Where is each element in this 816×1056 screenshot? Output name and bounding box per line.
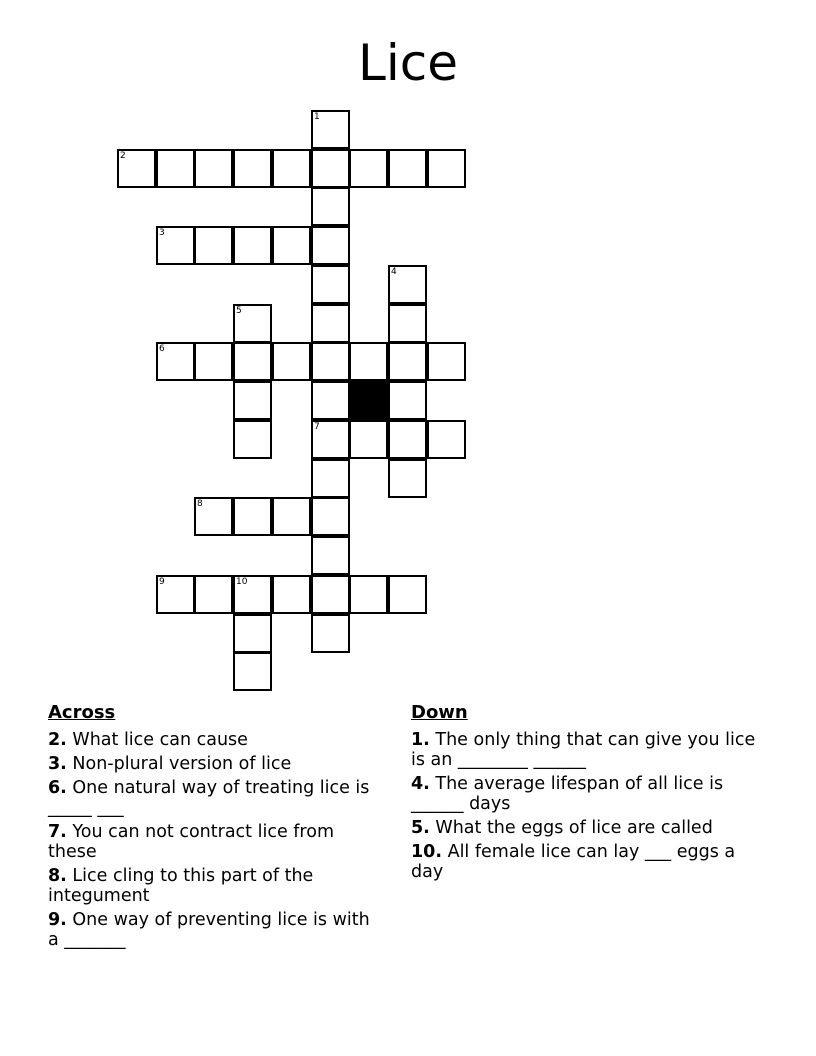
- clue-number: 2: [120, 151, 126, 161]
- clue-number: 5: [236, 306, 242, 316]
- clue-text: What the eggs of lice are called: [435, 818, 713, 838]
- grid-cell[interactable]: [194, 497, 233, 536]
- clue-num: 10.: [411, 842, 443, 862]
- clue-number: 7: [314, 422, 320, 432]
- clue-text: What lice can cause: [72, 730, 248, 750]
- clue-num: 6.: [48, 778, 67, 798]
- grid-cell[interactable]: [156, 226, 195, 265]
- clue-item: [48, 754, 383, 774]
- clue-num: 8.: [48, 866, 67, 886]
- clue-number: 8: [197, 499, 203, 509]
- grid-cell[interactable]: [349, 575, 388, 614]
- grid-cell[interactable]: [388, 420, 427, 459]
- grid-cell[interactable]: [311, 149, 350, 188]
- clue-text: You can not contract lice from these: [48, 822, 335, 862]
- grid-cell[interactable]: [194, 342, 233, 381]
- black-square: [349, 381, 388, 420]
- grid-cell[interactable]: [427, 342, 466, 381]
- grid-cell[interactable]: [156, 342, 195, 381]
- clue-text: The only thing that can give you lice is an ________ ______: [411, 730, 756, 770]
- grid-cell[interactable]: [194, 226, 233, 265]
- clue-text: Lice cling to this part of the integument: [48, 866, 314, 906]
- grid-cell[interactable]: [272, 575, 311, 614]
- clue-item: [411, 818, 771, 838]
- clue-number: 9: [159, 577, 165, 587]
- grid-cell[interactable]: [311, 614, 350, 653]
- grid-cell[interactable]: [311, 187, 350, 226]
- clue-text: The average lifespan of all lice is ______ days: [411, 774, 724, 814]
- grid-cell[interactable]: [233, 420, 272, 459]
- grid-cell[interactable]: [233, 381, 272, 420]
- clue-item: [48, 866, 383, 906]
- grid-cell[interactable]: [233, 304, 272, 343]
- clue-item: [48, 822, 383, 862]
- grid-cell[interactable]: [388, 265, 427, 304]
- across-clues: [48, 702, 383, 954]
- clue-num: 4.: [411, 774, 430, 794]
- down-clues: [411, 702, 771, 886]
- clue-item: [48, 730, 383, 750]
- clue-number: 3: [159, 228, 165, 238]
- clue-item: [48, 778, 383, 818]
- grid-cell[interactable]: [272, 226, 311, 265]
- grid-cell[interactable]: [156, 149, 195, 188]
- grid-cell[interactable]: [388, 149, 427, 188]
- grid-cell[interactable]: [311, 575, 350, 614]
- grid-cell[interactable]: [233, 342, 272, 381]
- clue-item: [411, 730, 771, 770]
- grid-cell[interactable]: [233, 149, 272, 188]
- grid-cell[interactable]: [272, 497, 311, 536]
- clue-num: 1.: [411, 730, 430, 750]
- grid-cell[interactable]: [311, 304, 350, 343]
- grid-cell[interactable]: [233, 226, 272, 265]
- grid-cell[interactable]: [349, 149, 388, 188]
- clue-item: [411, 774, 771, 814]
- grid-cell[interactable]: [233, 497, 272, 536]
- clue-text: All female lice can lay ___ eggs a day: [411, 842, 736, 882]
- grid-cell[interactable]: [233, 652, 272, 691]
- grid-cell[interactable]: [117, 149, 156, 188]
- grid-cell[interactable]: [311, 420, 350, 459]
- clue-text: One way of preventing lice is with a _______: [48, 910, 370, 950]
- clue-num: 3.: [48, 754, 67, 774]
- grid-cell[interactable]: [311, 536, 350, 575]
- clue-num: 7.: [48, 822, 67, 842]
- grid-cell[interactable]: [311, 381, 350, 420]
- clue-num: 2.: [48, 730, 67, 750]
- grid-cell[interactable]: [388, 342, 427, 381]
- clue-text: Non-plural version of lice: [72, 754, 292, 774]
- grid-cell[interactable]: [194, 575, 233, 614]
- grid-cell[interactable]: [233, 614, 272, 653]
- clue-number: 6: [159, 344, 165, 354]
- grid-cell[interactable]: [311, 497, 350, 536]
- grid-cell[interactable]: [311, 265, 350, 304]
- grid-cell[interactable]: [156, 575, 195, 614]
- grid-cell[interactable]: [272, 342, 311, 381]
- grid-cell[interactable]: [311, 110, 350, 149]
- grid-cell[interactable]: [388, 459, 427, 498]
- clue-number: 1: [314, 112, 320, 122]
- grid-cell[interactable]: [427, 420, 466, 459]
- grid-cell[interactable]: [349, 420, 388, 459]
- clue-item: [411, 842, 771, 882]
- grid-cell[interactable]: [272, 149, 311, 188]
- across-heading: Across: [48, 702, 116, 723]
- grid-cell[interactable]: [427, 149, 466, 188]
- clue-num: 9.: [48, 910, 67, 930]
- grid-cell[interactable]: [388, 381, 427, 420]
- grid-cell[interactable]: [349, 342, 388, 381]
- grid-cell[interactable]: [388, 575, 427, 614]
- down-heading: Down: [411, 702, 468, 723]
- grid-cell[interactable]: [311, 342, 350, 381]
- clue-number: 4: [391, 267, 397, 277]
- puzzle-title: Lice: [358, 34, 458, 92]
- clue-text: One natural way of treating lice is _____ ___: [48, 778, 370, 818]
- clue-item: [48, 910, 383, 950]
- grid-cell[interactable]: [388, 304, 427, 343]
- grid-cell[interactable]: [311, 226, 350, 265]
- grid-cell[interactable]: [233, 575, 272, 614]
- grid-cell[interactable]: [311, 459, 350, 498]
- clue-num: 5.: [411, 818, 430, 838]
- clue-number: 10: [236, 577, 248, 587]
- grid-cell[interactable]: [194, 149, 233, 188]
